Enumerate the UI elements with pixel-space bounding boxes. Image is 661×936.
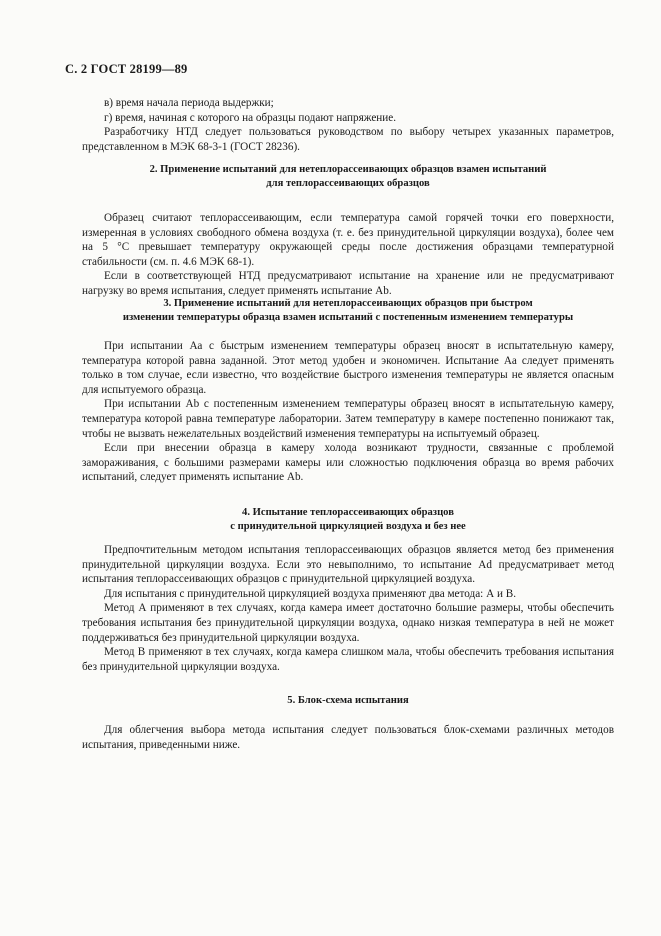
- intro-paragraph: Разработчику НТД следует пользоваться руководством по выбору четырех указанных параметров, представленном в МЭК 68-3-1 (ГОСТ 28236).: [82, 126, 614, 153]
- heading-line: 3. Применение испытаний для нетеплорассеивающих образцов при быстром: [163, 298, 533, 309]
- paragraph: Метод А применяют в тех случаях, когда камера имеет достаточно большие размеры, чтобы обеспечить требования испытания без принудительной циркуляции воздуха, однако низкая температура в ней не может поддерживаться без принудительной циркуляции воздуха.: [82, 602, 614, 644]
- heading-line: 5. Блок-схема испытания: [287, 695, 409, 706]
- section-2-heading: [82, 163, 614, 191]
- list-item: г) время, начиная с которого на образцы подают напряжение.: [104, 111, 397, 124]
- paragraph: Метод В применяют в тех случаях, когда камера слишком мала, чтобы обеспечить требования испытания без принудительной циркуляции воздуха.: [82, 646, 614, 673]
- section-4-heading: [82, 506, 614, 534]
- intro-block: [82, 96, 614, 154]
- heading-line: для теплорассеивающих образцов: [266, 178, 430, 189]
- section-5-heading: [82, 694, 614, 708]
- heading-line: 2. Применение испытаний для нетеплорассеивающих образцов взамен испытаний: [149, 164, 547, 175]
- section-4-body: [82, 543, 614, 674]
- paragraph: Для облегчения выбора метода испытания следует пользоваться блок-схемами различных методов испытания, приведенными ниже.: [82, 724, 614, 751]
- heading-line: 4. Испытание теплорассеивающих образцов: [242, 507, 454, 518]
- running-head: С. 2 ГОСТ 28199—89: [65, 62, 188, 76]
- paragraph: Если при внесении образца в камеру холода возникают трудности, связанные с проблемой замораживания, с большими размерами камеры или сложностью подключения образца во время рабочих испытаний, следует применять испытание Ab.: [82, 442, 614, 484]
- paragraph: При испытании Ab с постепенным изменением температуры образец вносят в испытательную камеру, температура которой равна температуре лаборатории. Затем температуру в камере постепенно понижают так, чтобы не вызвать нежелательных воздействий изменения температуры на испытуемый образец.: [82, 398, 614, 440]
- section-2-body: [82, 211, 614, 299]
- section-3-body: [82, 339, 614, 485]
- heading-line: с принудительной циркуляцией воздуха и без нее: [230, 521, 466, 532]
- list-item: в) время начала периода выдержки;: [104, 97, 274, 109]
- section-3-heading: [82, 297, 614, 325]
- heading-line: изменении температуры образца взамен испытаний с постепенным изменением температуры: [122, 312, 574, 323]
- paragraph: Предпочтительным методом испытания теплорассеивающих образцов является метод без применения принудительной циркуляции воздуха. Если это невыполнимо, то испытание Ad предусматривает метод испытания теплорассеивающих образцов с принудительной циркуляцией воздуха.: [82, 544, 614, 586]
- section-5-body: [82, 723, 614, 752]
- paragraph: Для испытания с принудительной циркуляцией воздуха применяют два метода: А и В.: [104, 587, 516, 600]
- paragraph: Образец считают теплорассеивающим, если температура самой горячей точки его поверхности, измеренная в условиях свободного обмена воздуха (т. е. без принудительной циркуляции воздуха), более чем на 5 °С превышает температуру окружающей среды после достижения образцами температурной стабильности (см. п. 4.6 МЭК 68-1).: [82, 212, 614, 268]
- paragraph: Если в соответствующей НТД предусматривают испытание на хранение или не предусматривают нагрузку во время испытания, следует применять испытание Ab.: [82, 270, 614, 297]
- paragraph: При испытании Аа с быстрым изменением температуры образец вносят в испытательную камеру, температура которой равна заданной. Этот метод удобен и экономичен. Испытание Аа следует применять только в том случае, если известно, что воздействие быстрого изменения температуры не является опасным для испытуемого образца.: [82, 340, 614, 396]
